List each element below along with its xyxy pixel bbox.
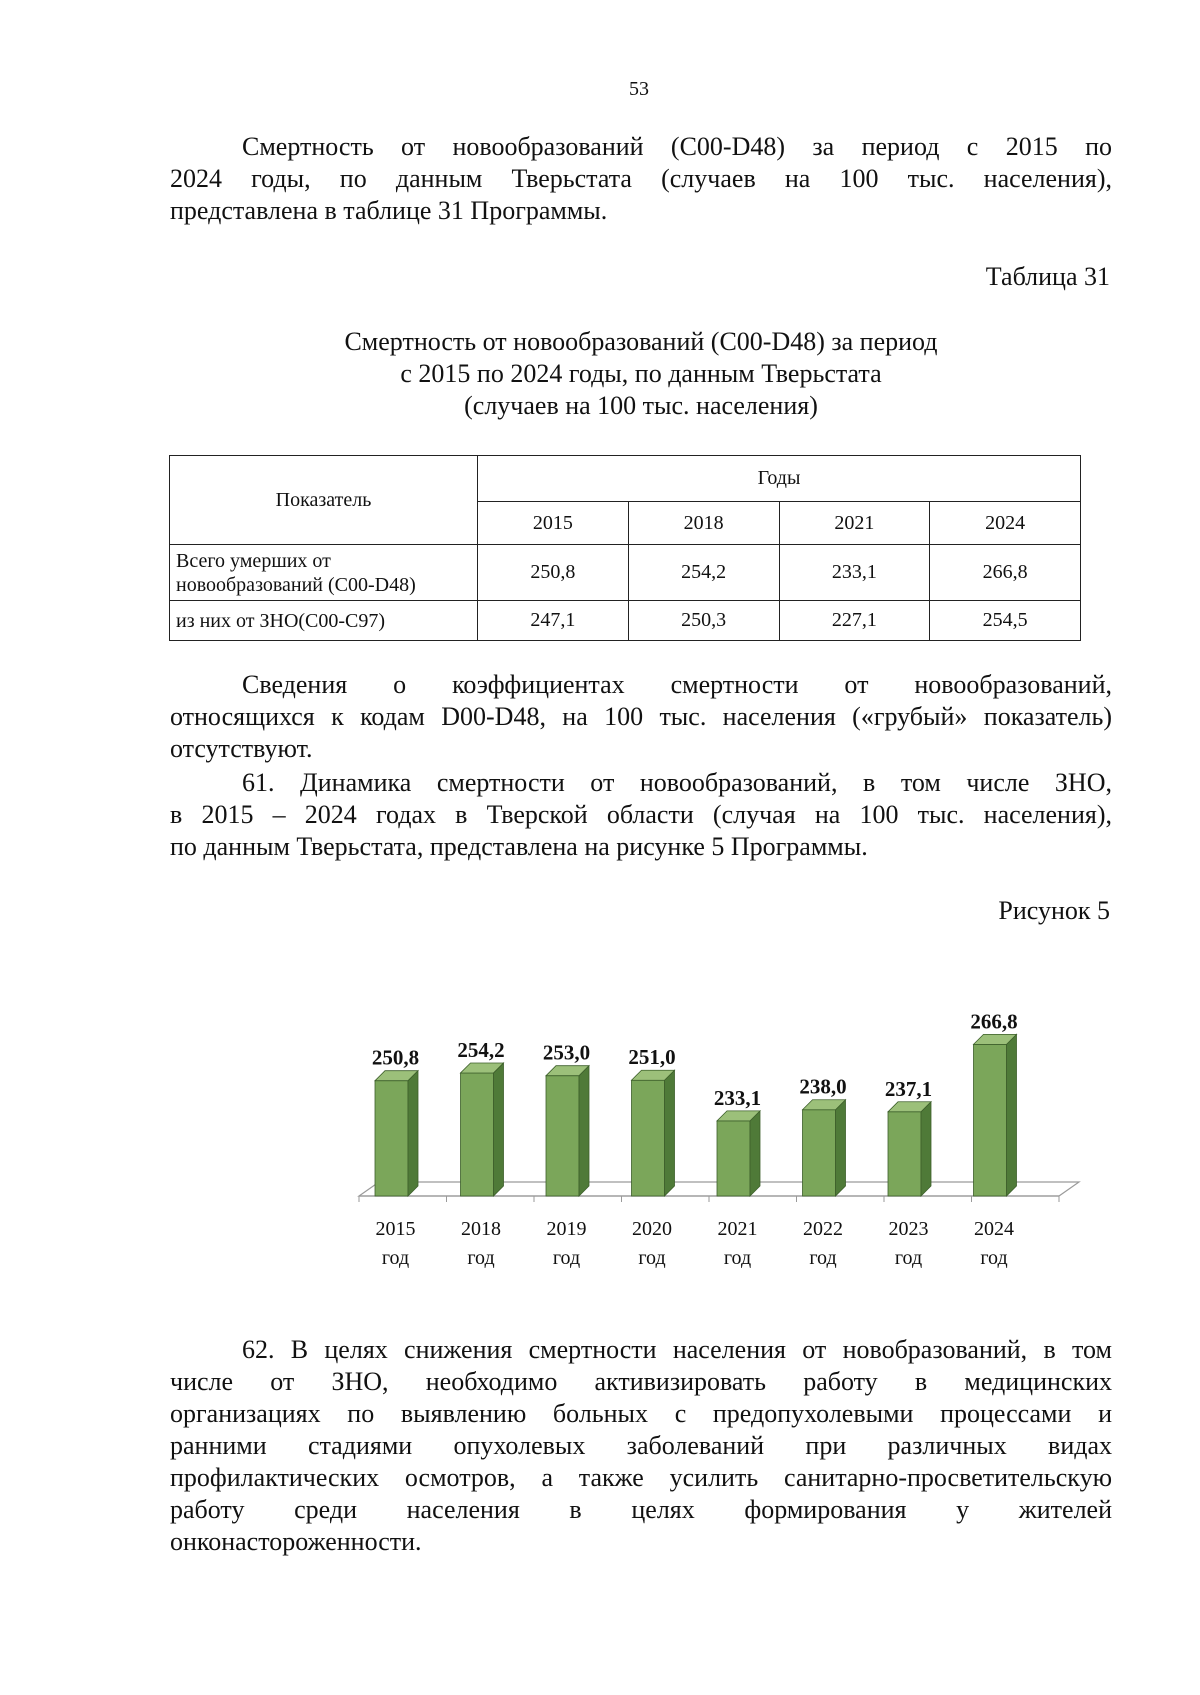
figure-label: Рисунок 5 xyxy=(998,896,1110,925)
paragraph-line: 2024 годы, по данным Тверьстата (случаев на 100 тыс. населения), xyxy=(170,164,1112,193)
table-row xyxy=(170,601,1081,641)
bar-value-label: 254,2 xyxy=(457,1037,505,1062)
page-number: 53 xyxy=(629,78,649,100)
row-label-line: Всего умерших от xyxy=(176,549,331,572)
chart-bar xyxy=(632,1070,675,1196)
table-caption xyxy=(170,326,1112,422)
mortality-bar-chart xyxy=(355,960,1095,1280)
chart-bar xyxy=(803,1100,846,1196)
chart-bar xyxy=(717,1111,760,1196)
x-tick-label: 2018 год xyxy=(461,1218,501,1269)
caption-line: (случаев на 100 тыс. населения) xyxy=(464,391,818,420)
bar-value-label: 238,0 xyxy=(799,1074,847,1099)
paragraph-line: 61. Динамика смертности от новообразований, в том числе ЗНО, xyxy=(242,768,1112,797)
item-61-paragraph xyxy=(170,767,1112,863)
bar-value-label: 250,8 xyxy=(371,1045,420,1070)
chart-bar xyxy=(888,1102,931,1196)
chart-bar xyxy=(974,1034,1017,1196)
paragraph-line: по данным Тверьстата, представлена на рисунке 5 Программы. xyxy=(170,832,868,861)
paragraph-line: представлена в таблице 31 Программы. xyxy=(170,196,608,225)
paragraph-line: числе от ЗНО, необходимо активизировать работу в медицинских xyxy=(170,1367,1112,1396)
table-row xyxy=(170,545,1081,601)
year-header-cell: 2018 xyxy=(628,502,779,545)
paragraph-line: в 2015 – 2024 годах в Тверской области (случая на 100 тыс. населения), xyxy=(170,800,1112,829)
bar-value-label: 266,8 xyxy=(970,1009,1018,1034)
paragraph-line: ранними стадиями опухолевых заболеваний при различных видах xyxy=(170,1431,1112,1460)
item-62-paragraph xyxy=(170,1334,1112,1558)
bar-value-label: 253,0 xyxy=(542,1040,591,1065)
intro-paragraph xyxy=(170,131,1112,227)
table-cell: 233,1 xyxy=(779,545,930,601)
indicator-header: Показатель xyxy=(170,456,478,545)
x-tick-label: 2021 год xyxy=(717,1218,758,1269)
table-cell: 227,1 xyxy=(779,601,930,641)
table-cell: 254,2 xyxy=(628,545,779,601)
table-cell: 250,3 xyxy=(628,601,779,641)
paragraph-line: относящихся к кодам D00-D48, на 100 тыс. населения («грубый» показатель) xyxy=(170,702,1112,731)
paragraph-line: Смертность от новообразований (C00-D48) за период с 2015 по xyxy=(242,132,1112,161)
year-header-cell: 2015 xyxy=(478,502,629,545)
year-header-cell: 2024 xyxy=(930,502,1081,545)
table-cell: 250,8 xyxy=(478,545,629,601)
chart-bar xyxy=(375,1071,418,1196)
mortality-table xyxy=(169,455,1081,641)
table-cell: 254,5 xyxy=(930,601,1081,641)
x-tick-label: 2020 год xyxy=(632,1218,672,1269)
row-label-line: новообразований (C00-D48) xyxy=(176,573,416,596)
bar-value-label: 233,1 xyxy=(713,1085,762,1110)
chart-bar xyxy=(546,1066,589,1196)
x-tick-label: 2019 год xyxy=(546,1218,587,1269)
row-label: из них от ЗНО(C00-C97) xyxy=(170,601,478,641)
paragraph-line: онконастороженности. xyxy=(170,1527,422,1556)
paragraph-line: Сведения о коэффициентах смертности от новообразований, xyxy=(242,670,1112,699)
row-label xyxy=(170,545,478,601)
paragraph-line: организациях по выявлению больных с предопухолевыми процессами и xyxy=(170,1399,1112,1428)
years-header: Годы xyxy=(478,456,1081,502)
caption-line: Смертность от новообразований (C00-D48) за период xyxy=(344,327,938,356)
x-tick-label: 2023 год xyxy=(888,1218,929,1269)
bar-value-label: 251,0 xyxy=(628,1045,676,1070)
caption-line: с 2015 по 2024 годы, по данным Тверьстата xyxy=(400,359,882,388)
bar-value-label: 237,1 xyxy=(884,1076,933,1101)
x-tick-label: 2024 год xyxy=(974,1218,1014,1269)
paragraph-line: 62. В целях снижения смертности населения от новобразований, в том xyxy=(242,1335,1112,1364)
info-paragraph xyxy=(170,669,1112,765)
year-header-cell: 2021 xyxy=(779,502,930,545)
x-tick-label: 2015 год xyxy=(375,1218,416,1269)
table-cell: 247,1 xyxy=(478,601,629,641)
paragraph-line: отсутствуют. xyxy=(170,734,313,763)
x-tick-label: 2022 год xyxy=(803,1218,843,1269)
table-cell: 266,8 xyxy=(930,545,1081,601)
chart-bar xyxy=(461,1063,504,1196)
table-label: Таблица 31 xyxy=(985,262,1110,291)
paragraph-line: профилактических осмотров, а также усилить санитарно-просветительскую xyxy=(170,1463,1112,1492)
paragraph-line: работу среди населения в целях формирования у жителей xyxy=(170,1495,1112,1524)
